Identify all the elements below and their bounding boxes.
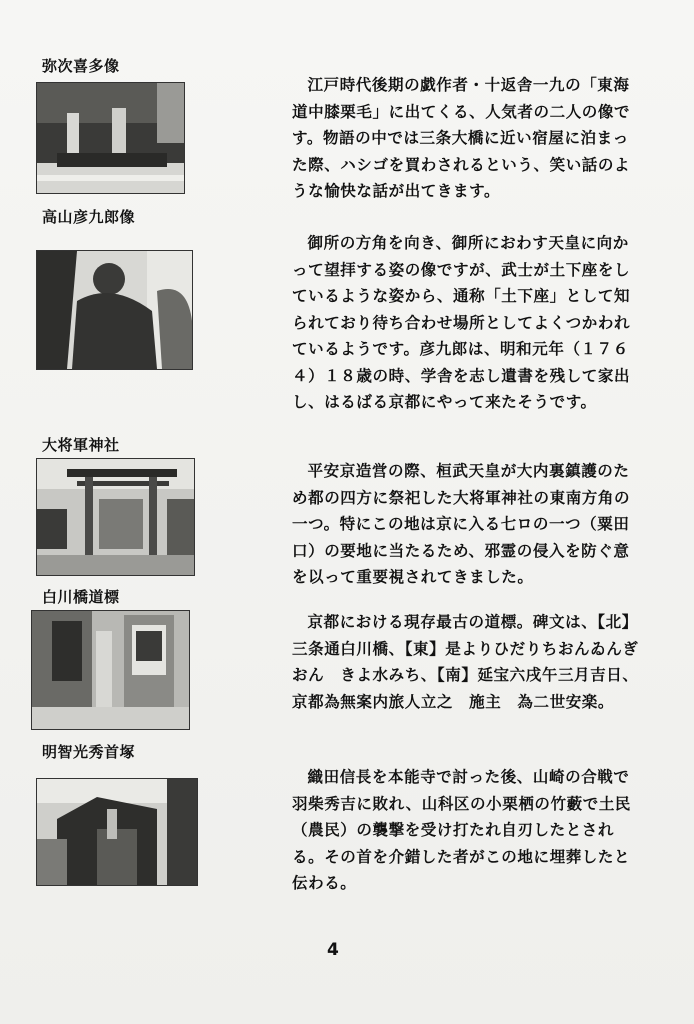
photo-yajikita-statue <box>36 82 185 194</box>
paragraph-takayama <box>292 230 644 416</box>
label-shirakawa: 白川橋道標 <box>42 588 120 606</box>
page-number: 4 <box>327 940 339 960</box>
photo-akechi-grave <box>36 778 198 886</box>
label-daishogun: 大将軍神社 <box>42 436 120 454</box>
paragraph-text: 江戸時代後期の戯作者・十返舎一九の「東海道中膝栗毛」に出てくる、人気者の二人の像です。物語の中では三条大橋に近い宿屋に泊まった際、ハシゴを買わされるという、笑い話のような愉快な話が出てきます。 <box>292 76 631 200</box>
paragraph-text: 平安京造営の際、桓武天皇が大内裏鎮護のため都の四方に祭祀した大将軍神社の東南方角の一つ。特にこの地は京に入る七ロの一つ（粟田口）の要地に当たるため、邪霊の侵入を防ぐ意を以って重要視されてきました。 <box>292 462 631 586</box>
photo-shirakawa-signpost <box>31 610 190 730</box>
photo-daishogun-shrine <box>36 458 195 576</box>
photo-takayama-statue <box>36 250 193 370</box>
paragraph-text: 織田信長を本能寺で討った後、山崎の合戦で羽柴秀吉に敗れ、山科区の小栗栖の竹藪で土民（農民）の襲撃を受け打たれ自刃したとされる。その首を介錯した者がこの地に埋葬したと伝わる。 <box>292 768 632 892</box>
paragraph-akechi <box>292 764 644 897</box>
paragraph-shirakawa <box>292 609 644 715</box>
label-akechi: 明智光秀首塚 <box>42 743 136 761</box>
paragraph-daishogun <box>292 458 644 591</box>
label-yajikita: 弥次喜多像 <box>42 57 120 75</box>
paragraph-text: 御所の方角を向き、御所におわす天皇に向かって望拝する姿の像ですが、武士が土下座をしているような姿から、通称「土下座」として知られており待ち合わせ場所としてよくつかわれているようです。彦九郎は、明和元年（１７６４）１８歳の時、学舎を志し遺書を残して家出し、はるばる京都にやって来たそうです。 <box>292 234 631 411</box>
paragraph-yajikita <box>292 72 644 205</box>
paragraph-text: 京都における現存最古の道標。碑文は、【北】三条通白川橋、【東】是よりひだりちおんゐんぎおん きよ水みち、【南】延宝六戌午三月吉日、京都為無案内旅人立之 施主 為二世安楽。 <box>292 613 639 711</box>
label-takayama: 高山彦九郎像 <box>42 208 136 226</box>
